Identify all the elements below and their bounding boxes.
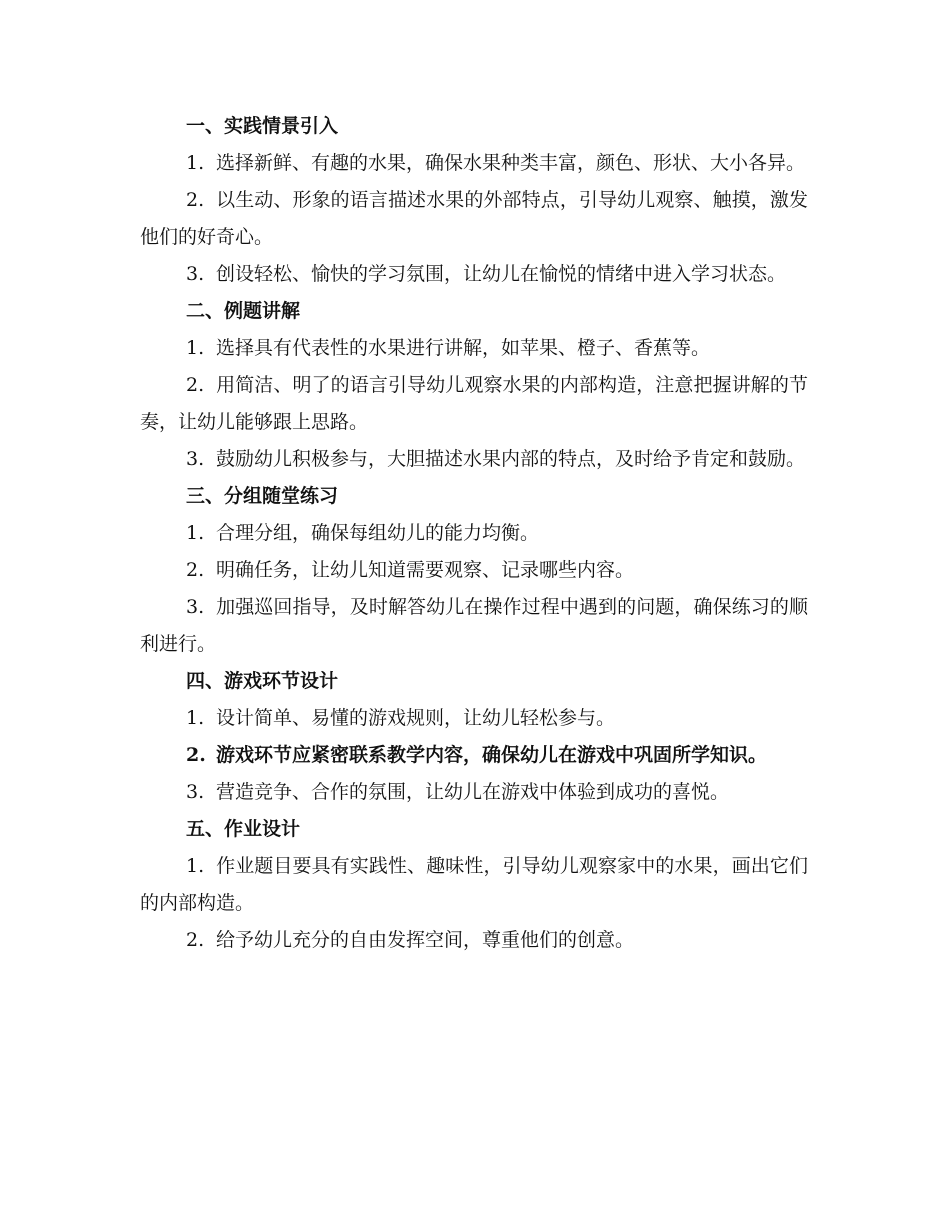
item-number: 3. xyxy=(186,596,205,618)
item-text: 作业题目要具有实践性、趣味性，引导幼儿观察家中的水果，画出它们的内部构造。 xyxy=(140,855,808,914)
list-item xyxy=(140,552,808,589)
list-item xyxy=(140,922,808,959)
item-text: 明确任务，让幼儿知道需要观察、记录哪些内容。 xyxy=(216,559,635,581)
list-item xyxy=(140,145,808,182)
item-text: 以生动、形象的语言描述水果的外部特点，引导幼儿观察、触摸，激发他们的好奇心。 xyxy=(140,189,808,248)
item-text: 合理分组，确保每组幼儿的能力均衡。 xyxy=(216,522,540,544)
item-number: 3. xyxy=(186,263,205,285)
section-homework-design xyxy=(140,811,808,959)
item-number: 2. xyxy=(186,374,205,396)
item-number: 1. xyxy=(186,522,205,544)
list-item xyxy=(140,256,808,293)
item-number: 1. xyxy=(186,855,205,877)
item-text: 选择具有代表性的水果进行讲解，如苹果、橙子、香蕉等。 xyxy=(216,337,711,359)
section-example-explanation xyxy=(140,293,808,478)
item-text: 营造竞争、合作的氛围，让幼儿在游戏中体验到成功的喜悦。 xyxy=(216,781,730,803)
list-item xyxy=(140,700,808,737)
item-number: 2. xyxy=(186,189,205,211)
item-text: 游戏环节应紧密联系教学内容，确保幼儿在游戏中巩固所学知识。 xyxy=(216,744,768,766)
list-item xyxy=(140,848,808,922)
section-heading: 一、实践情景引入 xyxy=(186,115,339,137)
item-text: 选择新鲜、有趣的水果，确保水果种类丰富，颜色、形状、大小各异。 xyxy=(216,152,806,174)
list-item xyxy=(140,441,808,478)
item-text: 创设轻松、愉快的学习氛围，让幼儿在愉悦的情绪中进入学习状态。 xyxy=(216,263,787,285)
item-text: 鼓励幼儿积极参与，大胆描述水果内部的特点，及时给予肯定和鼓励。 xyxy=(216,448,806,470)
item-text: 用简洁、明了的语言引导幼儿观察水果的内部构造，注意把握讲解的节奏，让幼儿能够跟上思路。 xyxy=(140,374,808,433)
list-item xyxy=(140,589,808,663)
section-heading: 三、分组随堂练习 xyxy=(186,485,339,507)
document-body xyxy=(140,108,808,959)
list-item xyxy=(140,774,808,811)
section-heading: 二、例题讲解 xyxy=(186,300,301,322)
item-text: 给予幼儿充分的自由发挥空间，尊重他们的创意。 xyxy=(216,929,635,951)
item-text: 加强巡回指导，及时解答幼儿在操作过程中遇到的问题，确保练习的顺利进行。 xyxy=(140,596,808,655)
list-item xyxy=(140,330,808,367)
section-game-design xyxy=(140,663,808,811)
item-number: 1. xyxy=(186,707,205,729)
item-number: 2. xyxy=(186,929,205,951)
section-group-practice xyxy=(140,478,808,663)
section-heading: 四、游戏环节设计 xyxy=(186,670,339,692)
item-number: 2. xyxy=(186,744,206,766)
item-number: 3. xyxy=(186,781,205,803)
list-item xyxy=(140,182,808,256)
item-number: 3. xyxy=(186,448,205,470)
item-text: 设计简单、易懂的游戏规则，让幼儿轻松参与。 xyxy=(216,707,616,729)
item-number: 1. xyxy=(186,152,205,174)
list-item xyxy=(140,515,808,552)
item-number: 1. xyxy=(186,337,205,359)
section-practice-intro xyxy=(140,108,808,293)
item-number: 2. xyxy=(186,559,205,581)
section-heading: 五、作业设计 xyxy=(186,818,301,840)
list-item xyxy=(140,737,808,774)
list-item xyxy=(140,367,808,441)
